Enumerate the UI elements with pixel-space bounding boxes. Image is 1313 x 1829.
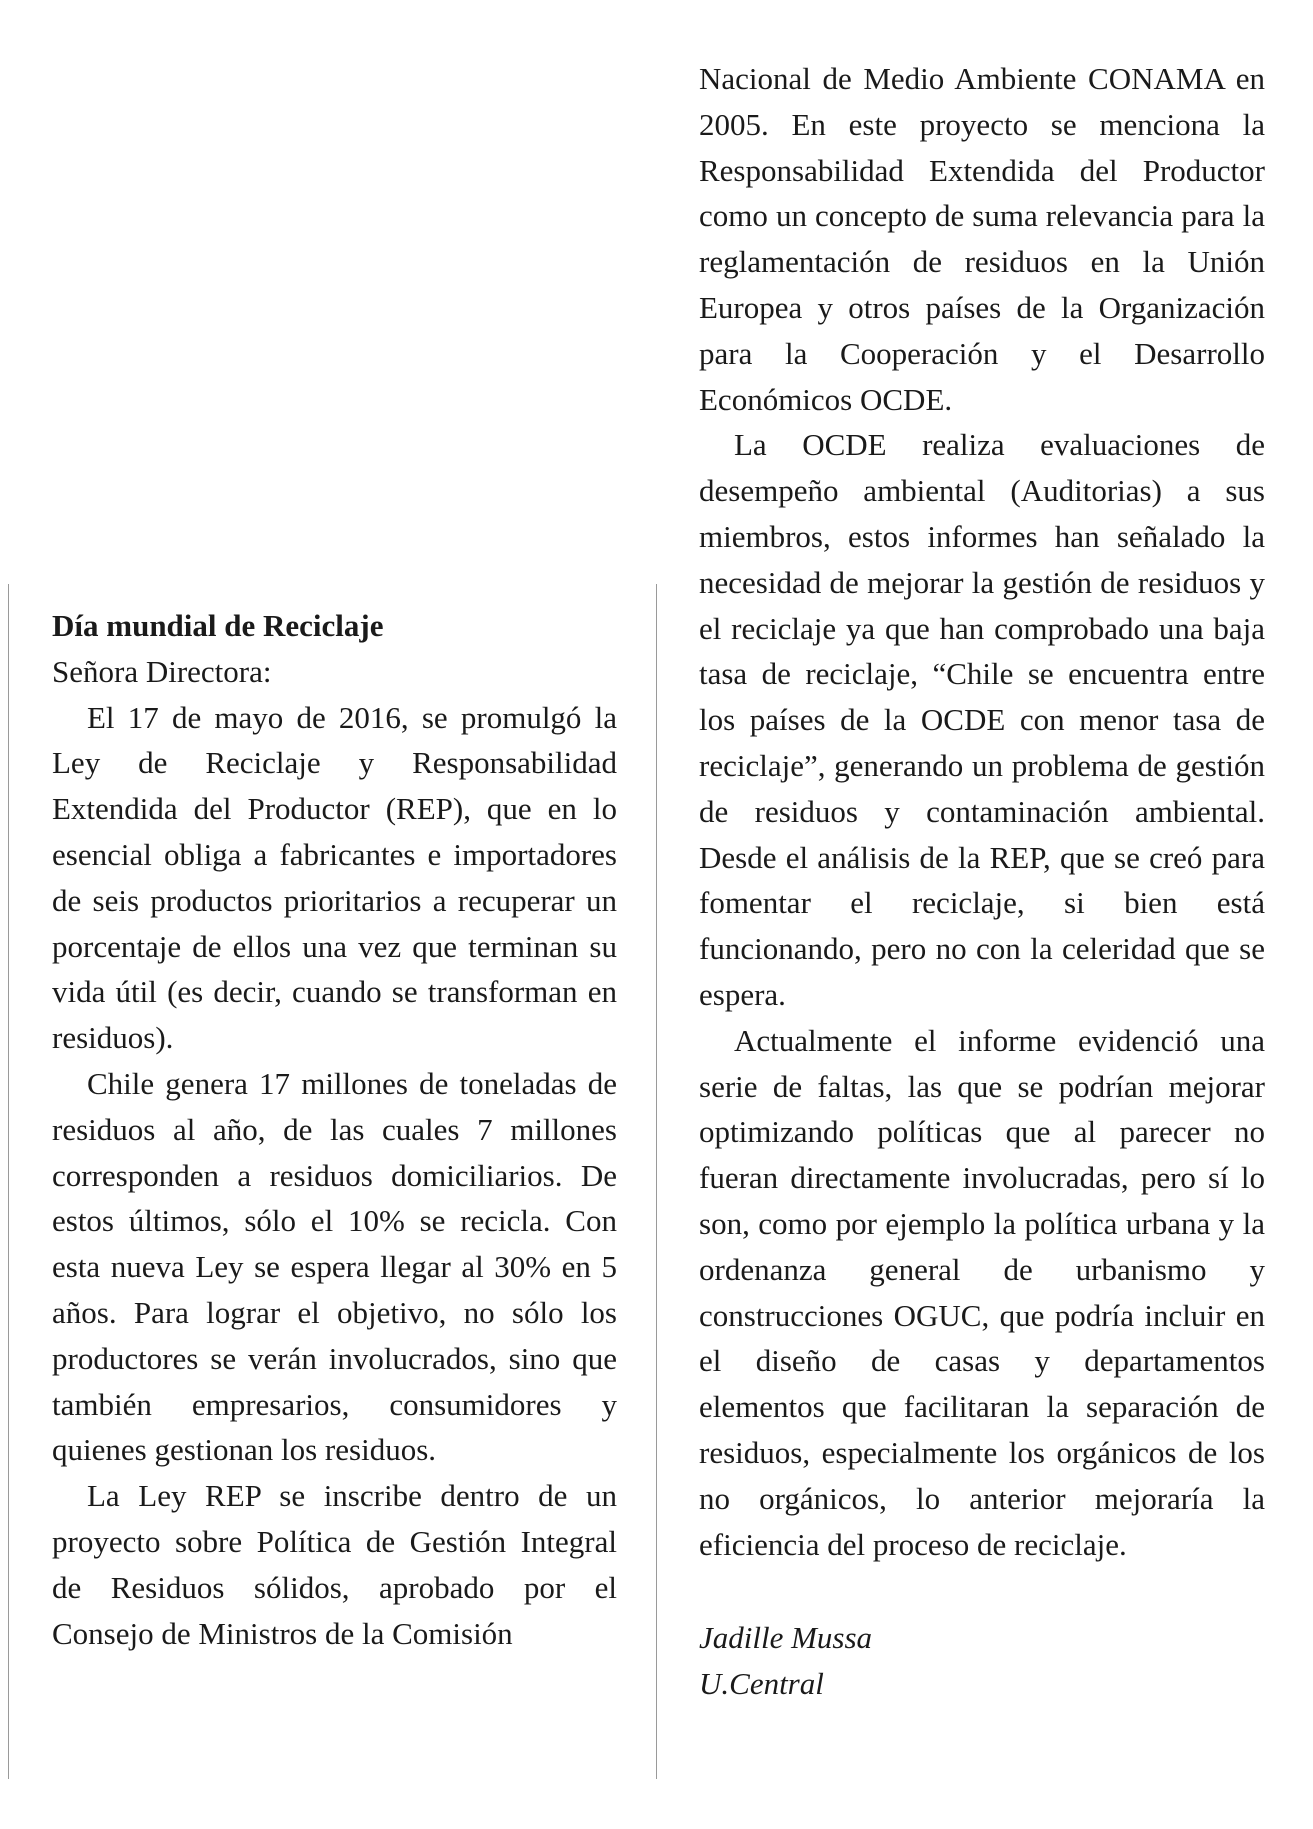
paragraph-3-continued: Nacional de Medio Ambiente CONAMA en 2005. En este proyecto se menciona la Responsabilidad Extendida del Productor como un concepto de suma relevancia para la reglamentación de residuos en la Unión Europea y otros países de la Organización para la Cooperación y el Desarrollo Económicos OCDE. [699,61,1265,417]
signature-name: Jadille Mussa [699,1620,873,1656]
column-rule-left [8,584,9,1779]
signature-block [699,1615,1265,1707]
paragraph-2: Chile genera 17 millones de toneladas de residuos al año, de las cuales 7 millones corresponden a residuos domiciliarios. De estos últimos, sólo el 10% se recicla. Con esta nueva Ley se espera llegar al 30% en 5 años. Para lograr el objetivo, no sólo los productores se verán involucrados, sino que también empresarios, consumidores y quienes gestionan los residuos. [52,1065,617,1468]
salutation: Señora Directora: [52,653,272,689]
left-column [52,603,617,1656]
right-column [699,56,1265,1707]
paragraph-5: Actualmente el informe evidenció una serie de faltas, las que se podrían mejorar optimizando políticas que al parecer no fueran directamente involucradas, pero sí lo son, como por ejemplo la política urbana y la ordenanza general de urbanismo y construcciones OGUC, que podría incluir en el diseño de casas y departamentos elementos que facilitaran la separación de residuos, especialmente los orgánicos de los no orgánicos, lo anterior mejoraría la eficiencia del proceso de reciclaje. [699,1022,1265,1562]
signature-affiliation: U.Central [699,1666,824,1702]
column-rule-middle [656,584,657,1779]
paragraph-3: La Ley REP se inscribe dentro de un proyecto sobre Política de Gestión Integral de Residuos sólidos, aprobado por el Consejo de Ministros de la Comisión [52,1478,617,1651]
paragraph-1: El 17 de mayo de 2016, se promulgó la Ley de Reciclaje y Responsabilidad Extendida del Productor (REP), que en lo esencial obliga a fabricantes e importadores de seis productos prioritarios a recuperar un porcentaje de ellos una vez que terminan su vida útil (es decir, cuando se transforman en residuos). [52,699,617,1056]
letter-title: Día mundial de Reciclaje [52,608,384,643]
paragraph-4: La OCDE realiza evaluaciones de desempeño ambiental (Auditorias) a sus miembros, estos informes han señalado la necesidad de mejorar la gestión de residuos y el reciclaje ya que han comprobado una baja tasa de reciclaje, “Chile se encuentra entre los países de la OCDE con menor tasa de reciclaje”, generando un problema de gestión de residuos y contaminación ambiental. Desde el análisis de la REP, que se creó para fomentar el reciclaje, si bien está funcionando, pero no con la celeridad que se espera. [699,427,1265,1012]
